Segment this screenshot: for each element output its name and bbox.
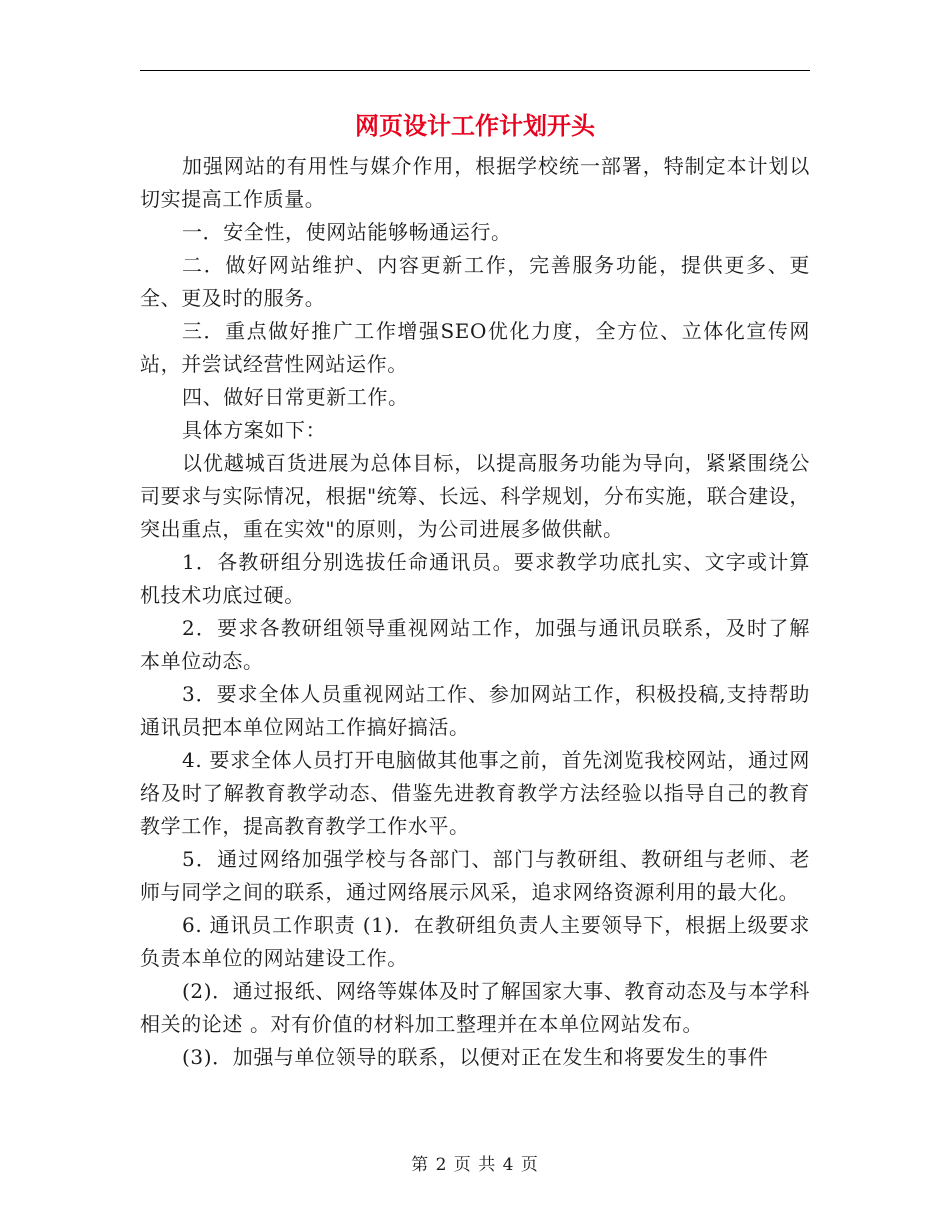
paragraph: 4. 要求全体人员打开电脑做其他事之前，首先浏览我校网站，通过网络及时了解教育教学动态、借鉴先进教育教学方法经验以指导自己的教育教学工作，提高教育教学工作水平。 <box>140 748 810 838</box>
document-body <box>140 150 810 1074</box>
paragraph: 2．要求各教研组领导重视网站工作，加强与通讯员联系，及时了解本单位动态。 <box>140 616 810 673</box>
paragraph: 一．安全性，使网站能够畅通运行。 <box>182 220 512 244</box>
header-rule <box>140 70 810 71</box>
paragraph: 四、做好日常更新工作。 <box>182 385 409 409</box>
paragraph: 以优越城百货进展为总体目标，以提高服务功能为导向，紧紧围绕公司要求与实际情况，根据"统筹、长远、科学规划，分布实施，联合建设，突出重点，重在实效"的原则，为公司进展多做供献。 <box>140 451 810 541</box>
paragraph: 1．各教研组分别选拔任命通讯员。要求教学功底扎实、文字或计算机技术功底过硬。 <box>140 550 810 607</box>
paragraph: 具体方案如下： <box>182 418 327 442</box>
paragraph: (3)．加强与单位领导的联系，以便对正在发生和将要发生的事件 <box>182 1045 769 1069</box>
document-title: 网页设计工作计划开头 <box>355 111 595 140</box>
paragraph: 5．通过网络加强学校与各部门、部门与教研组、教研组与老师、老师与同学之间的联系，通过网络展示风采，追求网络资源利用的最大化。 <box>140 847 810 904</box>
page-footer: 第 2 页 共 4 页 <box>411 1155 539 1175</box>
paragraph: 6. 通讯员工作职责 (1)．在教研组负责人主要领导下，根据上级要求负责本单位的网站建设工作。 <box>140 913 810 970</box>
paragraph: 三．重点做好推广工作增强SEO优化力度，全方位、立体化宣传网站，并尝试经营性网站运作。 <box>140 319 810 376</box>
paragraph: 二．做好网站维护、内容更新工作，完善服务功能，提供更多、更全、更及时的服务。 <box>140 253 810 310</box>
paragraph: 加强网站的有用性与媒介作用，根据学校统一部署，特制定本计划以切实提高工作质量。 <box>140 154 810 211</box>
paragraph: 3．要求全体人员重视网站工作、参加网站工作，积极投稿,支持帮助通讯员把本单位网站工作搞好搞活。 <box>140 682 810 739</box>
paragraph: (2)．通过报纸、网络等媒体及时了解国家大事、教育动态及与本学科相关的论述 。对有价值的材料加工整理并在本单位网站发布。 <box>140 979 810 1036</box>
